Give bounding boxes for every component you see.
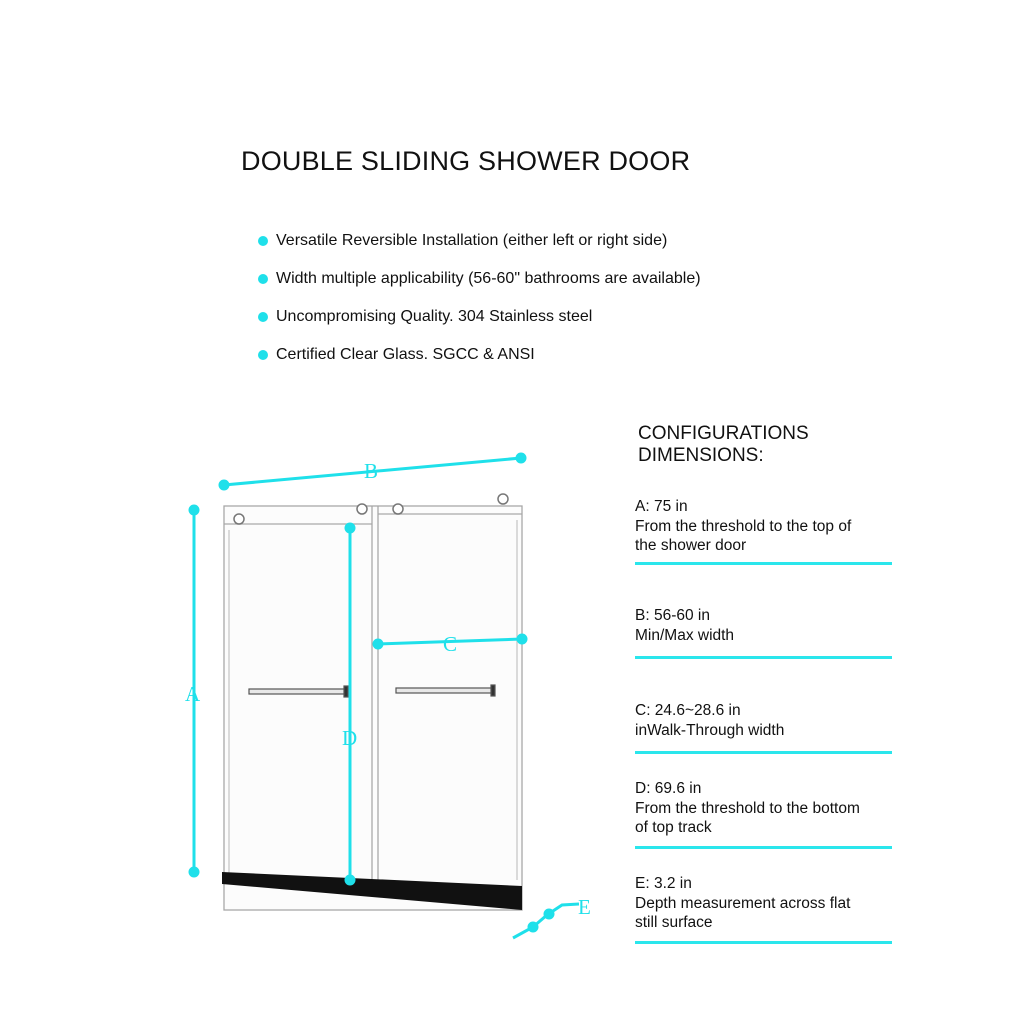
spec-label: C: 24.6~28.6 in — [635, 702, 741, 719]
feature-text: Uncompromising Quality. 304 Stainless steel — [276, 308, 593, 325]
spec-c — [635, 701, 893, 740]
spec-label: E: 3.2 in — [635, 875, 692, 892]
feature-text: Width multiple applicability (56-60" bathrooms are available) — [276, 270, 701, 287]
spec-e — [635, 874, 893, 933]
door-frame — [224, 506, 522, 910]
spec-b — [635, 606, 893, 645]
feature-text: Certified Clear Glass. SGCC & ANSI — [276, 346, 535, 363]
spec-description: inWalk-Through width — [635, 721, 785, 739]
divider — [635, 941, 892, 944]
spec-description: still surface — [635, 914, 713, 931]
spec-description: the shower door — [635, 537, 747, 554]
dimension-label-c: C — [443, 632, 458, 656]
page-title: DOUBLE SLIDING SHOWER DOOR — [241, 146, 691, 176]
spec-description: From the threshold to the top of — [635, 517, 852, 535]
configurations-heading — [638, 423, 809, 467]
dimensions-heading-line: DIMENSIONS: — [638, 445, 764, 466]
spec-description: of top track — [635, 819, 712, 836]
dimension-line-e — [513, 904, 579, 938]
spec-label: A: 75 in — [635, 498, 688, 515]
spec-a — [635, 497, 893, 556]
spec-label: B: 56-60 in — [635, 607, 710, 624]
spec-description: Depth measurement across flat — [635, 894, 851, 912]
dimension-label-d: D — [342, 726, 358, 750]
dimension-label-a: A — [185, 682, 201, 706]
divider — [635, 846, 892, 849]
dimension-label-e: E — [578, 895, 591, 919]
configurations-heading-line: CONFIGURATIONS — [638, 423, 809, 444]
spec-description: From the threshold to the bottom — [635, 799, 860, 817]
spec-d — [635, 779, 893, 838]
dimension-label-b: B — [364, 459, 379, 483]
spec-description: Min/Max width — [635, 626, 735, 644]
spec-label: D: 69.6 in — [635, 780, 702, 797]
divider — [635, 751, 892, 754]
divider — [635, 562, 892, 565]
feature-text: Versatile Reversible Installation (either left or right side) — [276, 232, 668, 249]
divider — [635, 656, 892, 659]
